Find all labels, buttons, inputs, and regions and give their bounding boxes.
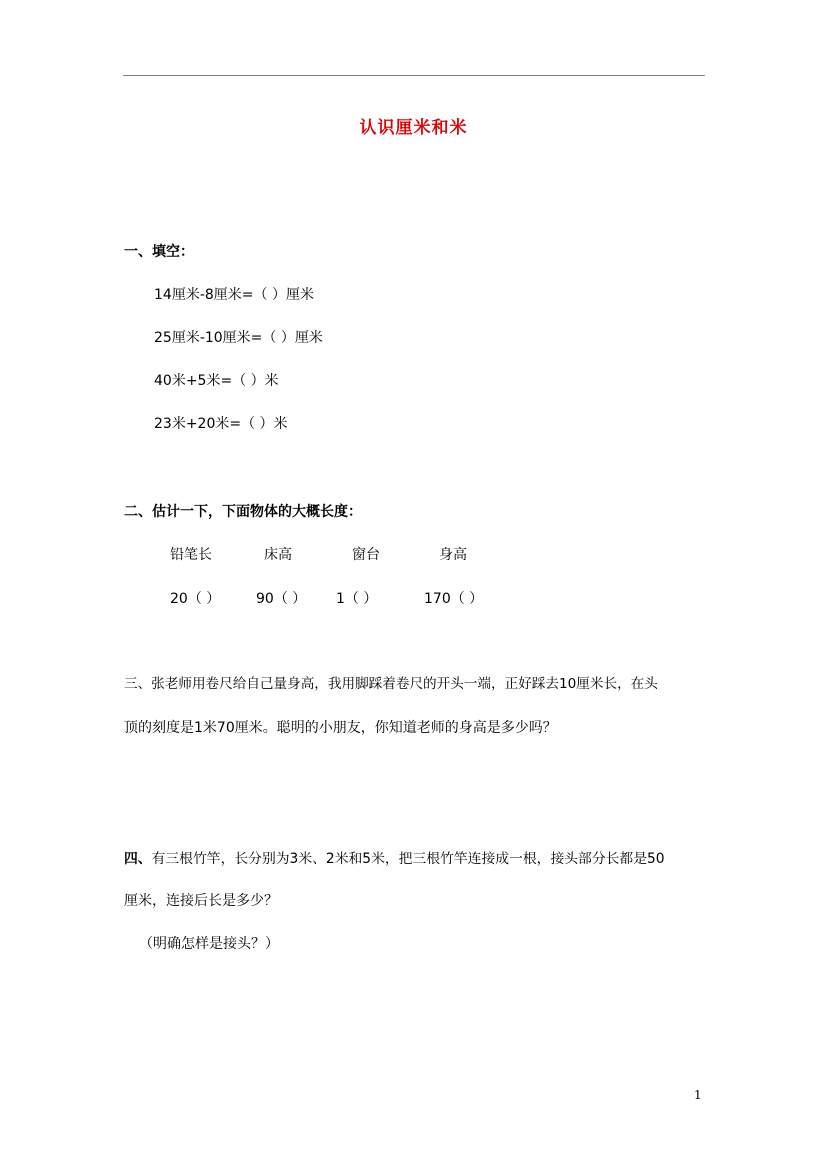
fill-item-1: 14厘米-8厘米=（ ）厘米 — [154, 287, 314, 303]
object-windowsill: 窗台 — [352, 547, 380, 563]
section4-line2: 厘米，连接后长是多少？ — [124, 893, 278, 909]
answer-pencil: 20（ ） — [170, 591, 221, 607]
answer-bed: 90（ ） — [256, 591, 307, 607]
fill-item-3: 40米+5米=（ ）米 — [154, 373, 279, 389]
section4-hint: （明确怎样是接头？） — [139, 936, 279, 952]
object-bed: 床高 — [264, 547, 292, 563]
object-pencil: 铅笔长 — [170, 547, 212, 563]
section2-heading: 二、估计一下，下面物体的大概长度： — [124, 504, 362, 520]
section4-text: 有三根竹竿，长分别为3米、2米和5米，把三根竹竿连接成一根，接头部分长都是50 — [151, 851, 665, 867]
answer-windowsill: 1（ ） — [336, 591, 378, 607]
header-rule — [123, 75, 705, 76]
section4-line1 — [124, 849, 665, 869]
section3-line1: 三、张老师用卷尺给自己量身高，我用脚踩着卷尺的开头一端，正好踩去10厘米长，在头 — [124, 676, 658, 692]
object-height: 身高 — [439, 547, 467, 563]
page-title: 认识厘米和米 — [359, 118, 468, 138]
section3-line2: 顶的刻度是1米70厘米。聪明的小朋友，你知道老师的身高是多少吗？ — [124, 720, 557, 736]
fill-item-4: 23米+20米=（ ）米 — [154, 416, 288, 432]
answer-height: 170（ ） — [424, 591, 484, 607]
section4-label: 四、 — [124, 851, 152, 867]
page-number: 1 — [694, 1088, 702, 1102]
fill-item-2: 25厘米-10厘米=（ ）厘米 — [154, 330, 323, 346]
section1-heading: 一、填空： — [124, 244, 194, 260]
